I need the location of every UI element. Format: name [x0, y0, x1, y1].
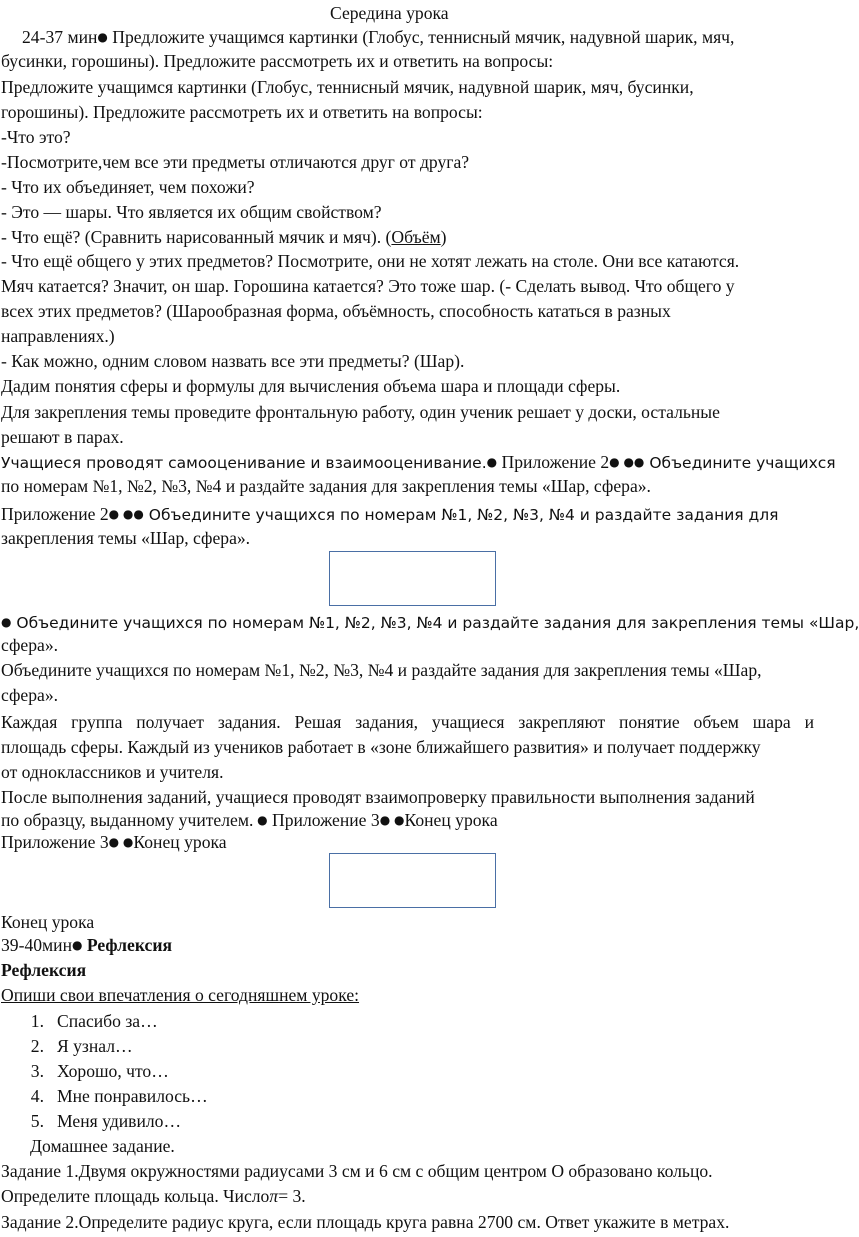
bullet-icon: ●●	[619, 455, 645, 469]
volume-link[interactable]: Объём	[391, 227, 441, 247]
task-1-line: Задание 1.Двумя окружностями радиусами 3 см и 6 см с общим центром О образовано кольцо.	[1, 1161, 713, 1181]
text-line: - Это — шары. Что является их общим свойством?	[1, 202, 382, 222]
text-line: - Что ещё общего у этих предметов? Посмотрите, они не хотят лежать на столе. Они все катаются.	[1, 251, 740, 271]
text-line: Учащиеся проводят самооценивание и взаимооценивание.● Приложение 2● ●● Объедините учащихся	[1, 452, 836, 472]
bullet-icon: ●	[108, 835, 120, 849]
text-line: направлениях.)	[1, 326, 115, 346]
text-line: Мяч катается? Значит, он шар. Горошина катается? Это тоже шар. (- Сделать вывод. Что общего у	[1, 276, 735, 296]
text-line: по номерам №1, №2, №3, №4 и раздайте задания для закрепления темы «Шар, сфера».	[1, 476, 651, 496]
homework-heading: Домашнее задание.	[30, 1136, 175, 1156]
text-line: решают в парах.	[1, 427, 124, 447]
pi-symbol: π	[269, 1186, 279, 1206]
bullet-icon: ●●	[119, 507, 144, 521]
text-line: закрепления темы «Шар, сфера».	[1, 528, 251, 548]
text-line: 24-37 мин● Предложите учащимся картинки (Глобус, теннисный мячик, надувной шарик, мяч,	[22, 27, 735, 47]
bullet-icon: ●	[97, 30, 108, 44]
text-line: Приложение 3● ●Конец урока	[1, 832, 227, 852]
text-line: Предложите учащимся картинки (Глобус, теннисный мячик, надувной шарик, мяч, бусинки,	[1, 77, 694, 97]
bullet-icon: ●	[253, 813, 268, 827]
text-line: бусинки, горошины). Предложите рассмотреть их и ответить на вопросы:	[1, 51, 554, 71]
text-line: сфера».	[1, 635, 59, 655]
text-line: - Как можно, одним словом назвать все эти предметы? (Шар).	[1, 351, 465, 371]
text-line: -Что это?	[1, 127, 71, 147]
time-label: 24-37 мин	[22, 27, 98, 47]
bullet-icon: ●	[119, 835, 134, 849]
text-line: всех этих предметов? (Шарообразная форма, объёмность, способность кататься в разных	[1, 301, 671, 321]
text-line: Дадим понятия сферы и формулы для вычисления объема шара и площади сферы.	[1, 376, 621, 396]
text-line: Для закрепления темы проведите фронтальную работу, один ученик решает у доски, остальные	[1, 402, 720, 422]
text-line: сфера».	[1, 685, 59, 705]
section-title: Середина урока	[330, 3, 449, 23]
text-line: горошины). Предложите рассмотреть их и ответить на вопросы:	[1, 102, 483, 122]
attachment-frame-2	[329, 551, 496, 606]
bullet-icon: ●	[379, 813, 391, 827]
text-line: - Что ещё? (Сравнить нарисованный мячик и мяч). (Объём)	[1, 227, 447, 247]
bullet-icon: ●	[72, 938, 83, 952]
text-line: Конец урока	[1, 912, 95, 932]
subheading: Опиши свои впечатления о сегодняшнем уроке:	[1, 985, 360, 1005]
text-line: по образцу, выданному учителем. ● Приложение 3● ●Конец урока	[1, 810, 498, 830]
text-line: Каждая группа получает задания. Решая задания, учащиеся закрепляют понятие объем шара и	[1, 712, 814, 732]
text-line: После выполнения заданий, учащиеся проводят взаимопроверку правильности выполнения заданий	[1, 787, 755, 807]
text-line: ● Объедините учащихся по номерам №1, №2, №3, №4 и раздайте задания для закрепления темы «Шар,	[1, 614, 859, 632]
task-2-line: Задание 2.Определите радиус круга, если площадь круга равна 2700 см. Ответ укажите в метрах.	[1, 1212, 730, 1232]
task-1-line: Определите площадь кольца. Числоπ= 3.	[1, 1186, 306, 1206]
bullet-icon: ●	[1, 615, 12, 629]
bullet-icon: ●	[609, 455, 620, 469]
text-line: Объедините учащихся по номерам №1, №2, №3, №4 и раздайте задания для закрепления темы «Шар,	[1, 660, 762, 680]
text-line: - Что их объединяет, чем похожи?	[1, 177, 255, 197]
bullet-icon: ●	[390, 813, 405, 827]
bullet-icon: ●	[486, 455, 498, 469]
heading: Рефлексия	[1, 960, 87, 980]
text-line: площадь сферы. Каждый из учеников работает в «зоне ближайшего развития» и получает поддержку	[1, 737, 761, 757]
bullet-icon: ●	[108, 507, 120, 521]
text-line: -Посмотрите,чем все эти предметы отличаются друг от друга?	[1, 152, 470, 172]
attachment-frame-3	[329, 853, 496, 908]
text-line: 39-40мин● Рефлексия	[1, 935, 173, 955]
text-line: Приложение 2● ●● Объедините учащихся по номерам №1, №2, №3, №4 и раздайте задания для	[1, 504, 779, 524]
text-line: от одноклассников и учителя.	[1, 762, 224, 782]
